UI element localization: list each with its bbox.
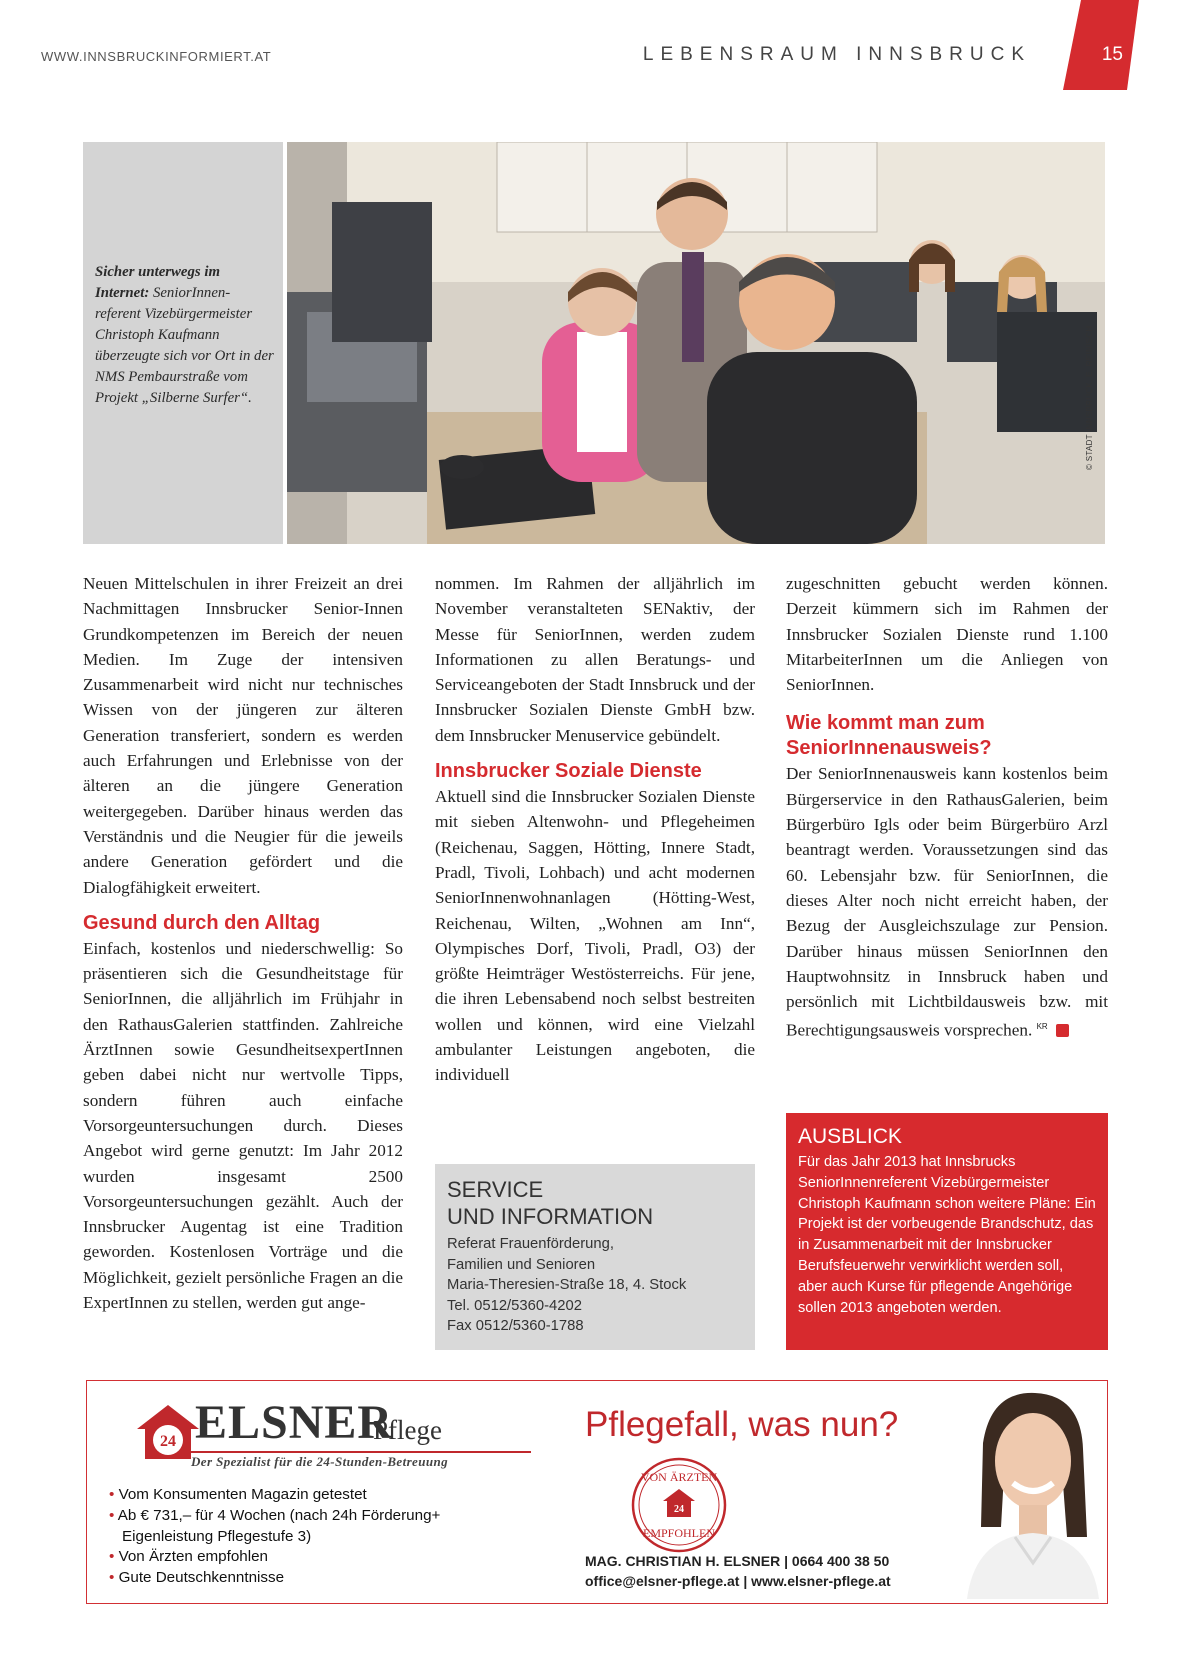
classroom-photo bbox=[287, 142, 1105, 544]
photo-credit: © STADT INNSBRUCK, E. REINISCH bbox=[1085, 325, 1094, 470]
col3-heading-line2: SeniorInnenausweis? bbox=[786, 737, 992, 760]
site-url[interactable]: WWW.INNSBRUCKINFORMIERT.AT bbox=[41, 49, 272, 64]
seal-bottom-text: EMPFOHLEN bbox=[642, 1526, 716, 1540]
ad-bullet: • Vom Konsumenten Magazin getestet bbox=[109, 1486, 367, 1503]
section-title: LEBENSRAUM INNSBRUCK bbox=[642, 44, 1031, 65]
logo-badge-number: 24 bbox=[160, 1433, 176, 1450]
col1-heading: Gesund durch den Alltag bbox=[83, 911, 321, 934]
caption-text: SeniorInnen-referent Vizebürgermeister Christoph Kaufmann überzeugte sich vor Ort in der NMS Pembaurstraße vom Projekt „Silberne Surfer“. bbox=[95, 285, 274, 406]
col3-paragraph-1: zugeschnitten gebucht werden können. Derzeit kümmern sich im Rahmen der Innsbrucker Sozialen Dienste rund 1.100 MitarbeiterInnen um die Anliegen von SeniorInnen. bbox=[786, 574, 1108, 695]
col1-paragraph-1: Neuen Mittelschulen in ihrer Freizeit an drei Nachmittagen Innsbrucker Senior-Innen Grundkompetenzen im Bereich der neuen Medien. Im Zuge der intensiven Zusammenarbeit wird nicht nur technisches Wissen von der jüngeren zur älteren Generation transferiert, sondern es werden auch Erfahrungen und Erlebnisse von der älteren an die jüngere Generation weitergegeben. Darüber hinaus werden das Verständnis und die Neugier für die jeweils andere Generation gefördert und die Dialogfähigkeit erweitert. bbox=[83, 574, 403, 897]
col2-paragraph-2: Aktuell sind die Innsbrucker Sozialen Dienste mit sieben Altenwohn- und Pflegeheimen (Reichenau, Saggen, Hötting, Innere Stadt, Pradl, Tivoli, Lohbach) und acht modernen SeniorInnenwohnanlagen (Hötting-West, Reichenau, Wilten, „Wohnen am Inn“, Olympisches Dorf, Tivoli, Pradl, O3) der größte Heimträger Westösterreichs. Für jene, die ihren Lebensabend noch selbst bestreiten wollen und können, wird eine Vielzahl ambulanter Leistungen angeboten, die individuell bbox=[435, 787, 755, 1085]
ad-headline: Pflegefall, was nun? bbox=[585, 1405, 899, 1444]
logo-name: ELSNER bbox=[195, 1396, 394, 1449]
col3-heading bbox=[786, 711, 1108, 761]
column-2 bbox=[435, 571, 755, 1088]
caption-lead: Sicher unterwegs im Internet: bbox=[95, 264, 220, 301]
logo-suffix: Pflege bbox=[373, 1415, 442, 1445]
doctor-recommended-seal-icon bbox=[623, 1453, 735, 1557]
end-mark bbox=[1056, 1024, 1069, 1037]
column-1 bbox=[83, 571, 403, 1315]
logo-divider bbox=[191, 1451, 531, 1453]
seal-top-text: VON ÄRZTEN bbox=[640, 1470, 718, 1484]
service-title-line2: UND INFORMATION bbox=[447, 1204, 654, 1229]
ausblick-text: Für das Jahr 2013 hat Innsbrucks SeniorInnenreferent Vizebürgermeister Christoph Kaufmann schon weitere Pläne: Ein Projekt ist der vorbeugende Brandschutz, das in Zusammenarbeit mit der Innsbrucker Berufsfeuerwehr verwirklicht werden soll, aber auch Kurse für pflegende Angehörige sollen 2013 angeboten werden. bbox=[798, 1154, 1096, 1316]
ad-bullet: • Gute Deutschkenntnisse bbox=[109, 1569, 285, 1587]
elsner-advertisement[interactable] bbox=[86, 1380, 1108, 1604]
service-fax: Fax 0512/5360-1788 bbox=[447, 1318, 584, 1334]
service-title-line1: SERVICE bbox=[447, 1177, 544, 1202]
ad-bullet: • Ab € 731,– für 4 Wochen (nach 24h Förderung+ bbox=[109, 1506, 441, 1524]
col2-heading: Innsbrucker Soziale Dienste bbox=[435, 760, 702, 783]
ausblick-box bbox=[786, 1113, 1108, 1350]
nurse-portrait bbox=[955, 1387, 1101, 1599]
ad-bullet: • Von Ärzten empfohlen bbox=[109, 1548, 269, 1566]
col3-paragraph-2-text: Der SeniorInnenausweis kann kostenlos beim Bürgerservice in den RathausGalerien, beim Bürgerbüro Igls oder beim Bürgerbüro Arzl beantragt werden. Voraussetzungen sind das 60. Lebensjahr bzw. für SeniorInnen, die dieses Alter noch nicht erreicht haben, der Bezug der Ausgleichszulage zur Pension. Darüber hinaus müssen SeniorInnen den Hauptwohnsitz in Innsbruck haben und persönlich mit Lichtbildausweis bzw. mit Berechtigungsausweis vorsprechen. bbox=[786, 764, 1108, 1041]
service-title bbox=[447, 1176, 653, 1230]
ad-bullet-continuation: Eigenleistung Pflegestufe 3) bbox=[122, 1527, 312, 1545]
photo-illustration bbox=[287, 142, 1105, 544]
page-number: 15 bbox=[1101, 44, 1123, 65]
seal-number: 24 bbox=[674, 1504, 684, 1515]
ad-bullet-list bbox=[109, 1485, 440, 1589]
column-3 bbox=[786, 571, 1108, 1043]
col3-paragraph-2 bbox=[786, 761, 1108, 1043]
col3-heading-line1: Wie kommt man zum bbox=[786, 712, 985, 735]
col2-paragraph-1: nommen. Im Rahmen der alljährlich im November veranstalteten SENaktiv, der Messe für SeniorInnen, werden zudem Informationen zu allen Beratungs- und Serviceangeboten der Stadt Innsbruck und der Innsbrucker Sozialen Dienste GmbH bzw. dem Innsbrucker Menuservice gebündelt. bbox=[435, 574, 755, 745]
ad-web-links[interactable]: office@elsner-pflege.at | www.elsner-pflege.at bbox=[585, 1573, 891, 1589]
photo-caption bbox=[95, 262, 275, 409]
service-phone[interactable]: Tel. 0512/5360-4202 bbox=[447, 1297, 582, 1314]
author-initials: KR bbox=[1036, 1022, 1048, 1032]
col1-paragraph-2: Einfach, kostenlos und niederschwellig: So präsentieren sich die Gesundheitstage für SeniorInnen, die alljährlich im Frühjahr in den RathausGalerien stattfinden. Zahlreiche ÄrztInnen sowie GesundheitsexpertInnen geben dabei nicht nur wertvolle Tipps, sondern führen auch einfache Vorsorgeuntersuchungen durch. Dieses Angebot wird gerne genutzt: Im Jahr 2012 wurden insgesamt 2500 Vorsorgeuntersuchungen gezählt. Auch der Innsbrucker Augentag ist eine Tradition geworden. Kostenlosen Vorträge und die Möglichkeit, gezielt persönliche Fragen an die ExpertInnen zu stellen, werden gut ange- bbox=[83, 938, 403, 1313]
ausblick-title: AUSBLICK bbox=[798, 1125, 902, 1148]
service-box bbox=[435, 1164, 755, 1350]
ad-contact: MAG. CHRISTIAN H. ELSNER | 0664 400 38 50 bbox=[585, 1553, 890, 1569]
service-address: Maria-Theresien-Straße 18, 4. Stock bbox=[447, 1277, 687, 1293]
service-line: Familien und Senioren bbox=[447, 1256, 596, 1273]
service-details bbox=[447, 1234, 686, 1337]
logo-tagline: Der Spezialist für die 24-Stunden-Betreuung bbox=[191, 1454, 449, 1469]
service-line: Referat Frauenförderung, bbox=[447, 1236, 614, 1252]
